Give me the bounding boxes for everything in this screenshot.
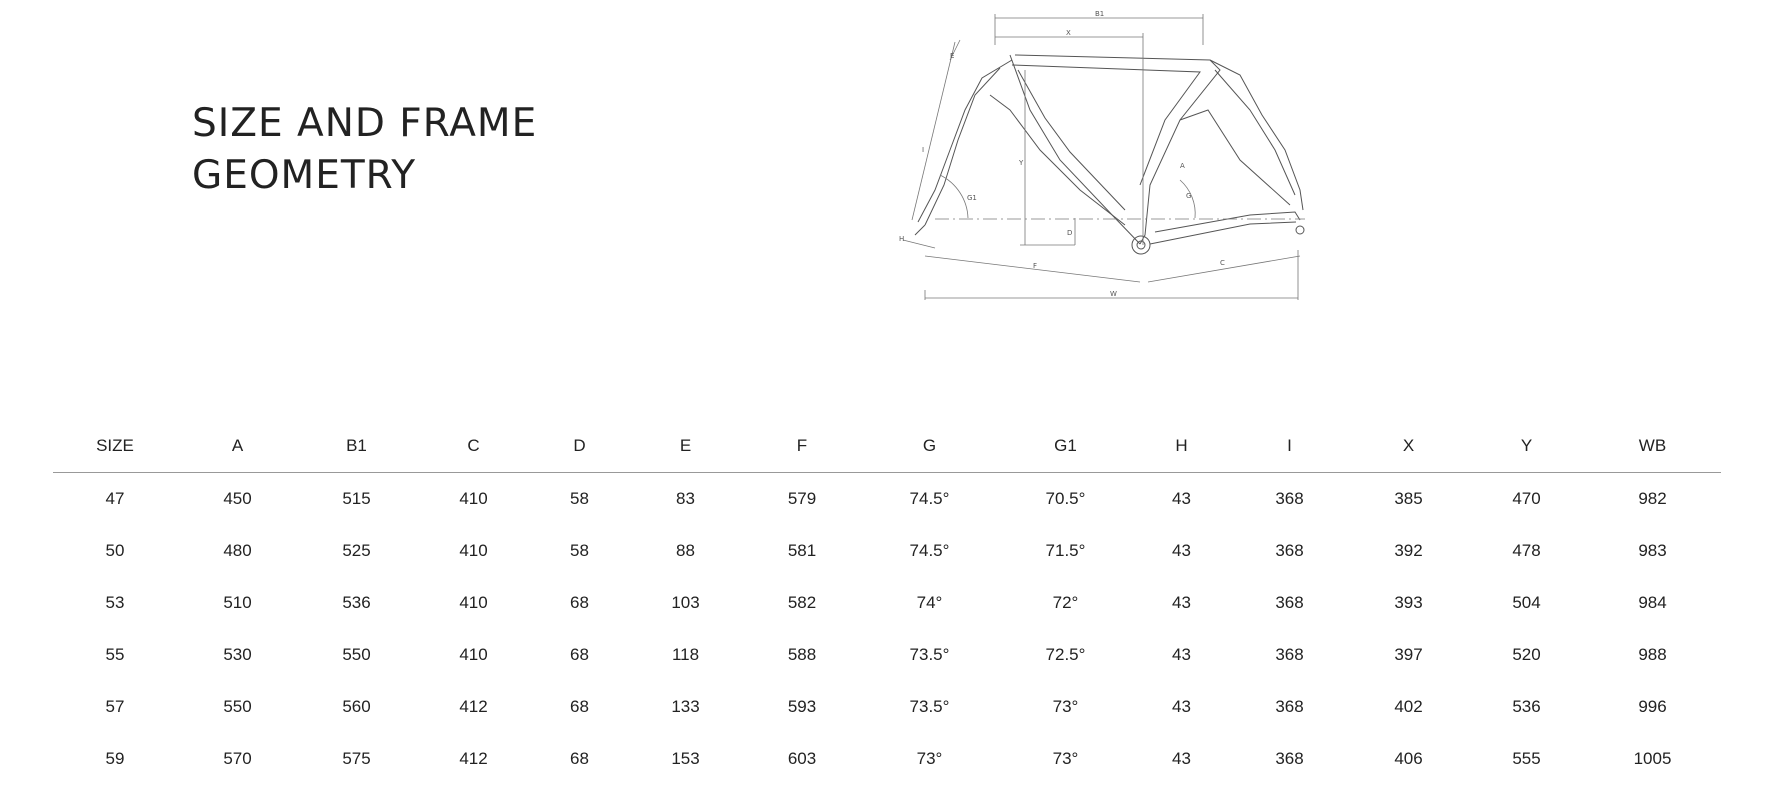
table-cell: 593 <box>787 697 817 716</box>
table-cell: 73° <box>916 749 943 768</box>
table-cell: 581 <box>787 541 817 560</box>
table-cell: 412 <box>459 749 488 768</box>
table-cell: 368 <box>1275 645 1304 664</box>
label-e: E <box>950 52 955 60</box>
column-header: G1 <box>999 420 1132 473</box>
table-cell: 73.5° <box>909 645 950 664</box>
table-cell: 73° <box>1052 749 1079 768</box>
column-header: C <box>415 420 532 473</box>
table-cell: 988 <box>1638 645 1667 664</box>
label-g: G <box>1186 192 1192 200</box>
label-f: F <box>1033 262 1038 270</box>
table-cell: 368 <box>1275 541 1304 560</box>
table-cell: 406 <box>1394 749 1423 768</box>
table-cell: 603 <box>787 749 817 768</box>
table-cell: 588 <box>787 645 817 664</box>
bike-frame-outline <box>915 55 1303 244</box>
table-cell: 71.5° <box>1045 541 1086 560</box>
table-cell: 410 <box>459 593 488 612</box>
label-d: D <box>1067 229 1073 237</box>
frame-geometry-diagram <box>880 4 1320 304</box>
table-cell: 397 <box>1394 645 1423 664</box>
table-cell: 55 <box>105 645 125 664</box>
column-header: A <box>177 420 298 473</box>
table-cell: 536 <box>1512 697 1541 716</box>
bottom-bracket-shape <box>1132 236 1150 254</box>
table-cell: 73° <box>1052 697 1079 716</box>
table-cell: 70.5° <box>1045 489 1086 508</box>
table-cell: 72° <box>1052 593 1079 612</box>
table-row <box>53 525 1721 577</box>
table-cell: 504 <box>1512 593 1541 612</box>
table-cell: 412 <box>459 697 488 716</box>
table-cell: 1005 <box>1633 749 1672 768</box>
table-row <box>53 681 1721 733</box>
table-cell: 58 <box>570 489 589 508</box>
table-cell: 470 <box>1512 489 1541 508</box>
table-cell: 74° <box>916 593 943 612</box>
table-cell: 982 <box>1638 489 1667 508</box>
table-cell: 582 <box>787 593 817 612</box>
table-cell: 43 <box>1172 749 1191 768</box>
label-x: X <box>1066 29 1071 37</box>
table-cell: 515 <box>342 489 371 508</box>
column-header: G <box>860 420 999 473</box>
table-cell: 74.5° <box>909 541 950 560</box>
table-row <box>53 473 1721 526</box>
table-cell: 579 <box>787 489 817 508</box>
table-cell: 983 <box>1638 541 1667 560</box>
table-cell: 68 <box>570 593 589 612</box>
label-a: A <box>1180 162 1185 170</box>
table-cell: 555 <box>1512 749 1541 768</box>
table-cell: 480 <box>223 541 252 560</box>
table-row <box>53 577 1721 629</box>
column-header: H <box>1132 420 1231 473</box>
table-cell: 530 <box>223 645 252 664</box>
table-cell: 43 <box>1172 697 1191 716</box>
column-header: I <box>1231 420 1348 473</box>
table-cell: 410 <box>459 489 488 508</box>
table-cell: 510 <box>223 593 252 612</box>
table-cell: 410 <box>459 541 488 560</box>
label-h: H <box>899 235 905 243</box>
table-cell: 74.5° <box>909 489 950 508</box>
table-cell: 536 <box>342 593 371 612</box>
table-cell: 68 <box>570 749 589 768</box>
table-cell: 68 <box>570 645 589 664</box>
table-cell: 550 <box>223 697 252 716</box>
geometry-table <box>53 420 1721 785</box>
table-cell: 410 <box>459 645 488 664</box>
table-cell: 72.5° <box>1045 645 1086 664</box>
table-cell: 996 <box>1638 697 1667 716</box>
table-cell: 368 <box>1275 749 1304 768</box>
table-cell: 118 <box>671 645 700 664</box>
table-cell: 103 <box>671 593 700 612</box>
table-cell: 368 <box>1275 697 1304 716</box>
column-header: X <box>1348 420 1469 473</box>
label-y: Y <box>1019 159 1024 167</box>
column-header: Y <box>1469 420 1584 473</box>
table-cell: 478 <box>1512 541 1541 560</box>
table-cell: 575 <box>342 749 371 768</box>
table-cell: 73.5° <box>909 697 950 716</box>
table-cell: 133 <box>671 697 700 716</box>
table-cell: 57 <box>105 697 125 716</box>
table-cell: 402 <box>1394 697 1423 716</box>
table-cell: 570 <box>223 749 252 768</box>
table-cell: 393 <box>1394 593 1423 612</box>
page-title-line-2: GEOMETRY <box>192 153 417 198</box>
table-cell: 88 <box>676 541 695 560</box>
page-title <box>192 98 537 202</box>
table-cell: 68 <box>570 697 589 716</box>
table-cell: 47 <box>105 489 125 508</box>
table-row <box>53 629 1721 681</box>
table-row <box>53 733 1721 785</box>
table-cell: 368 <box>1275 593 1304 612</box>
label-g1: G1 <box>967 194 977 202</box>
table-cell: 450 <box>223 489 252 508</box>
table-cell: 368 <box>1275 489 1304 508</box>
table-cell: 43 <box>1172 541 1191 560</box>
column-header: F <box>744 420 860 473</box>
label-i: I <box>922 146 925 154</box>
label-w: W <box>1110 290 1117 298</box>
table-cell: 520 <box>1512 645 1541 664</box>
table-cell: 59 <box>105 749 125 768</box>
table-header-row <box>53 420 1721 473</box>
column-header: E <box>627 420 744 473</box>
label-b1: B1 <box>1095 10 1105 18</box>
table-cell: 153 <box>671 749 700 768</box>
label-c: C <box>1220 259 1225 267</box>
table-cell: 385 <box>1394 489 1423 508</box>
table-cell: 550 <box>342 645 371 664</box>
table-cell: 43 <box>1172 489 1191 508</box>
column-header: B1 <box>298 420 415 473</box>
table-cell: 43 <box>1172 593 1191 612</box>
table-cell: 560 <box>342 697 371 716</box>
column-header: SIZE <box>53 420 177 473</box>
column-header: WB <box>1584 420 1721 473</box>
table-cell: 984 <box>1638 593 1667 612</box>
table-cell: 53 <box>105 593 125 612</box>
table-cell: 525 <box>342 541 371 560</box>
table-cell: 392 <box>1394 541 1423 560</box>
page-title-line-1: SIZE AND FRAME <box>192 101 538 146</box>
table-cell: 83 <box>676 489 695 508</box>
column-header: D <box>532 420 627 473</box>
table-cell: 58 <box>570 541 589 560</box>
table-cell: 50 <box>105 541 125 560</box>
table-cell: 43 <box>1172 645 1191 664</box>
